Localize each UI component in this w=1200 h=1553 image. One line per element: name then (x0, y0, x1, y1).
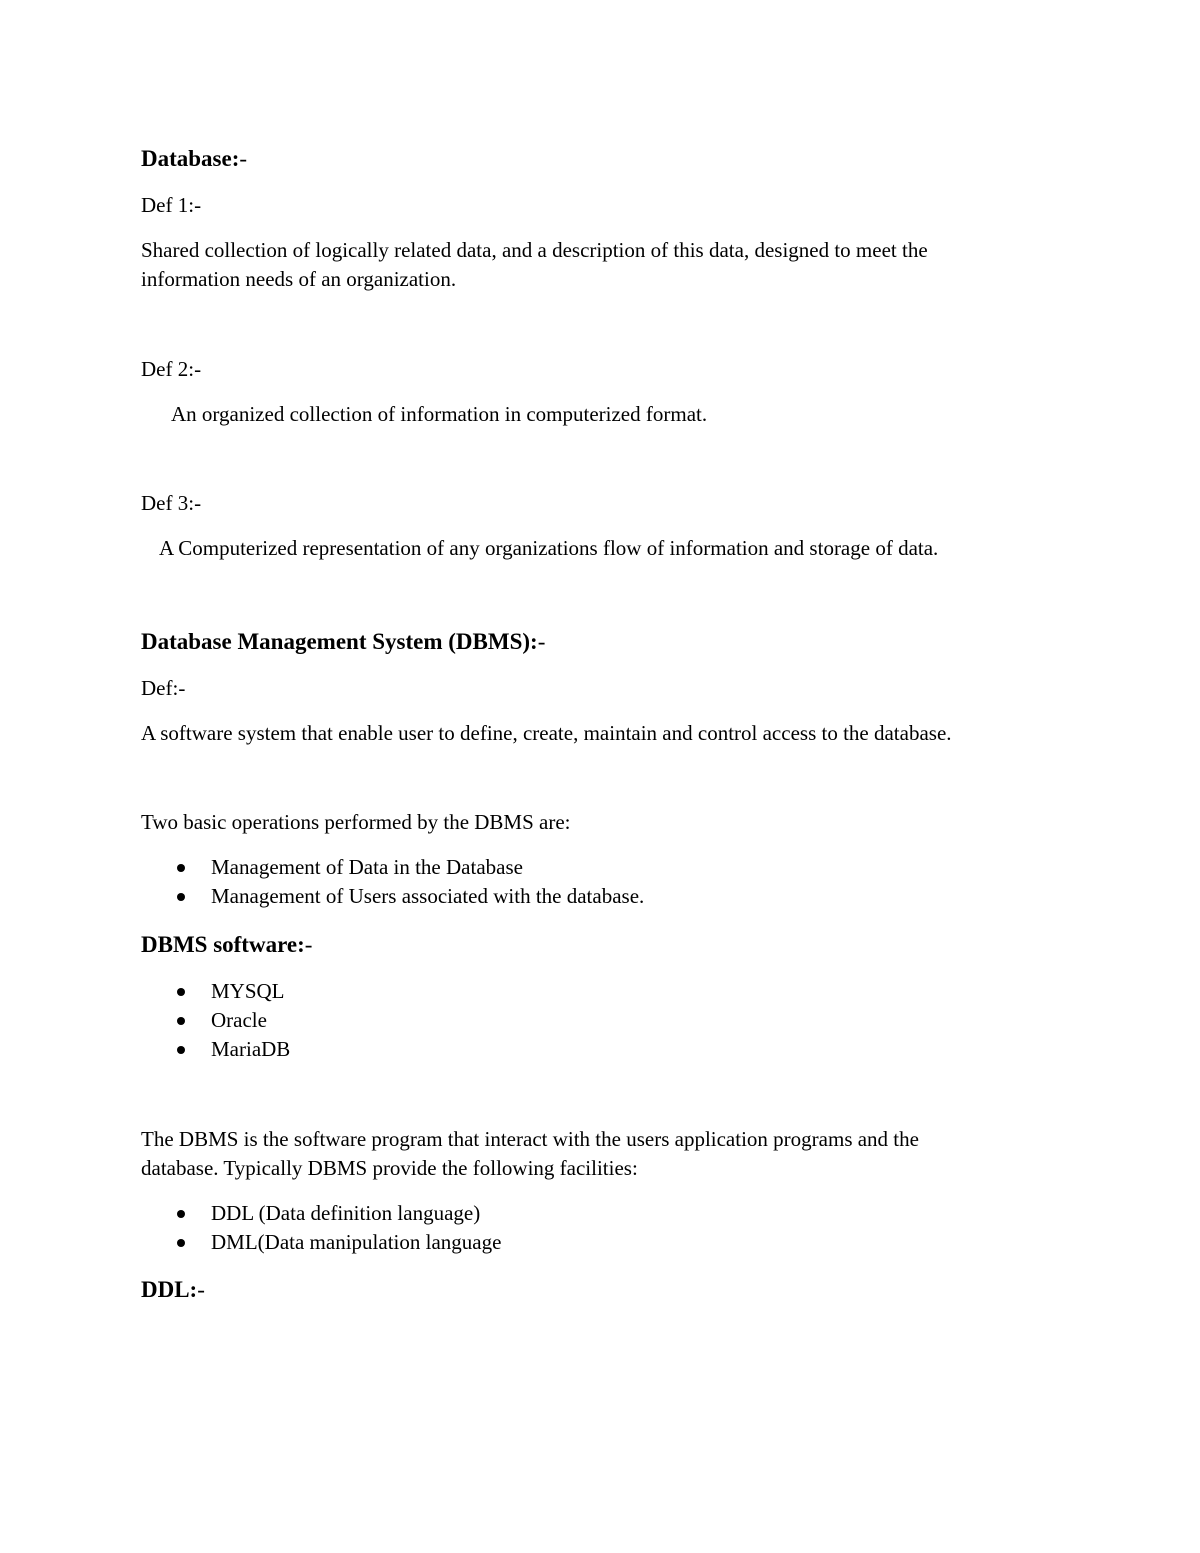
bullet-icon (177, 864, 185, 872)
list-item: MariaDB (211, 1037, 291, 1061)
bullet-icon (177, 1046, 185, 1054)
list-item: MYSQL (211, 979, 285, 1003)
def1-text-line1: Shared collection of logically related data, and a description of this data, designed to meet the (141, 238, 928, 262)
list-item: Oracle (211, 1008, 267, 1032)
list-item: Management of Data in the Database (211, 855, 523, 879)
operations-intro: Two basic operations performed by the DBMS are: (141, 810, 571, 834)
facilities-intro-line1: The DBMS is the software program that interact with the users application programs and the (141, 1127, 919, 1151)
facilities-intro-line2: database. Typically DBMS provide the following facilities: (141, 1156, 638, 1180)
dbms-def-label: Def:- (141, 676, 186, 700)
list-item: Management of Users associated with the database. (211, 884, 645, 908)
bullet-icon (177, 1239, 185, 1247)
def1-text-line2: information needs of an organization. (141, 267, 457, 291)
database-heading: Database:- (141, 146, 248, 171)
list-item: DML(Data manipulation language (211, 1230, 502, 1254)
def3-text: A Computerized representation of any organizations flow of information and storage of data. (159, 536, 939, 560)
def1-label: Def 1:- (141, 193, 202, 217)
dbms-def-text: A software system that enable user to define, create, maintain and control access to the database. (141, 721, 952, 745)
bullet-icon (177, 893, 185, 901)
def2-text: An organized collection of information in computerized format. (171, 402, 708, 426)
def3-label: Def 3:- (141, 491, 202, 515)
bullet-icon (177, 1017, 185, 1025)
bullet-icon (177, 988, 185, 996)
dbms-software-heading: DBMS software:- (141, 932, 313, 957)
dbms-heading: Database Management System (DBMS):- (141, 629, 546, 654)
def2-label: Def 2:- (141, 357, 202, 381)
list-item: DDL (Data definition language) (211, 1201, 481, 1225)
ddl-heading: DDL:- (141, 1277, 205, 1302)
bullet-icon (177, 1210, 185, 1218)
